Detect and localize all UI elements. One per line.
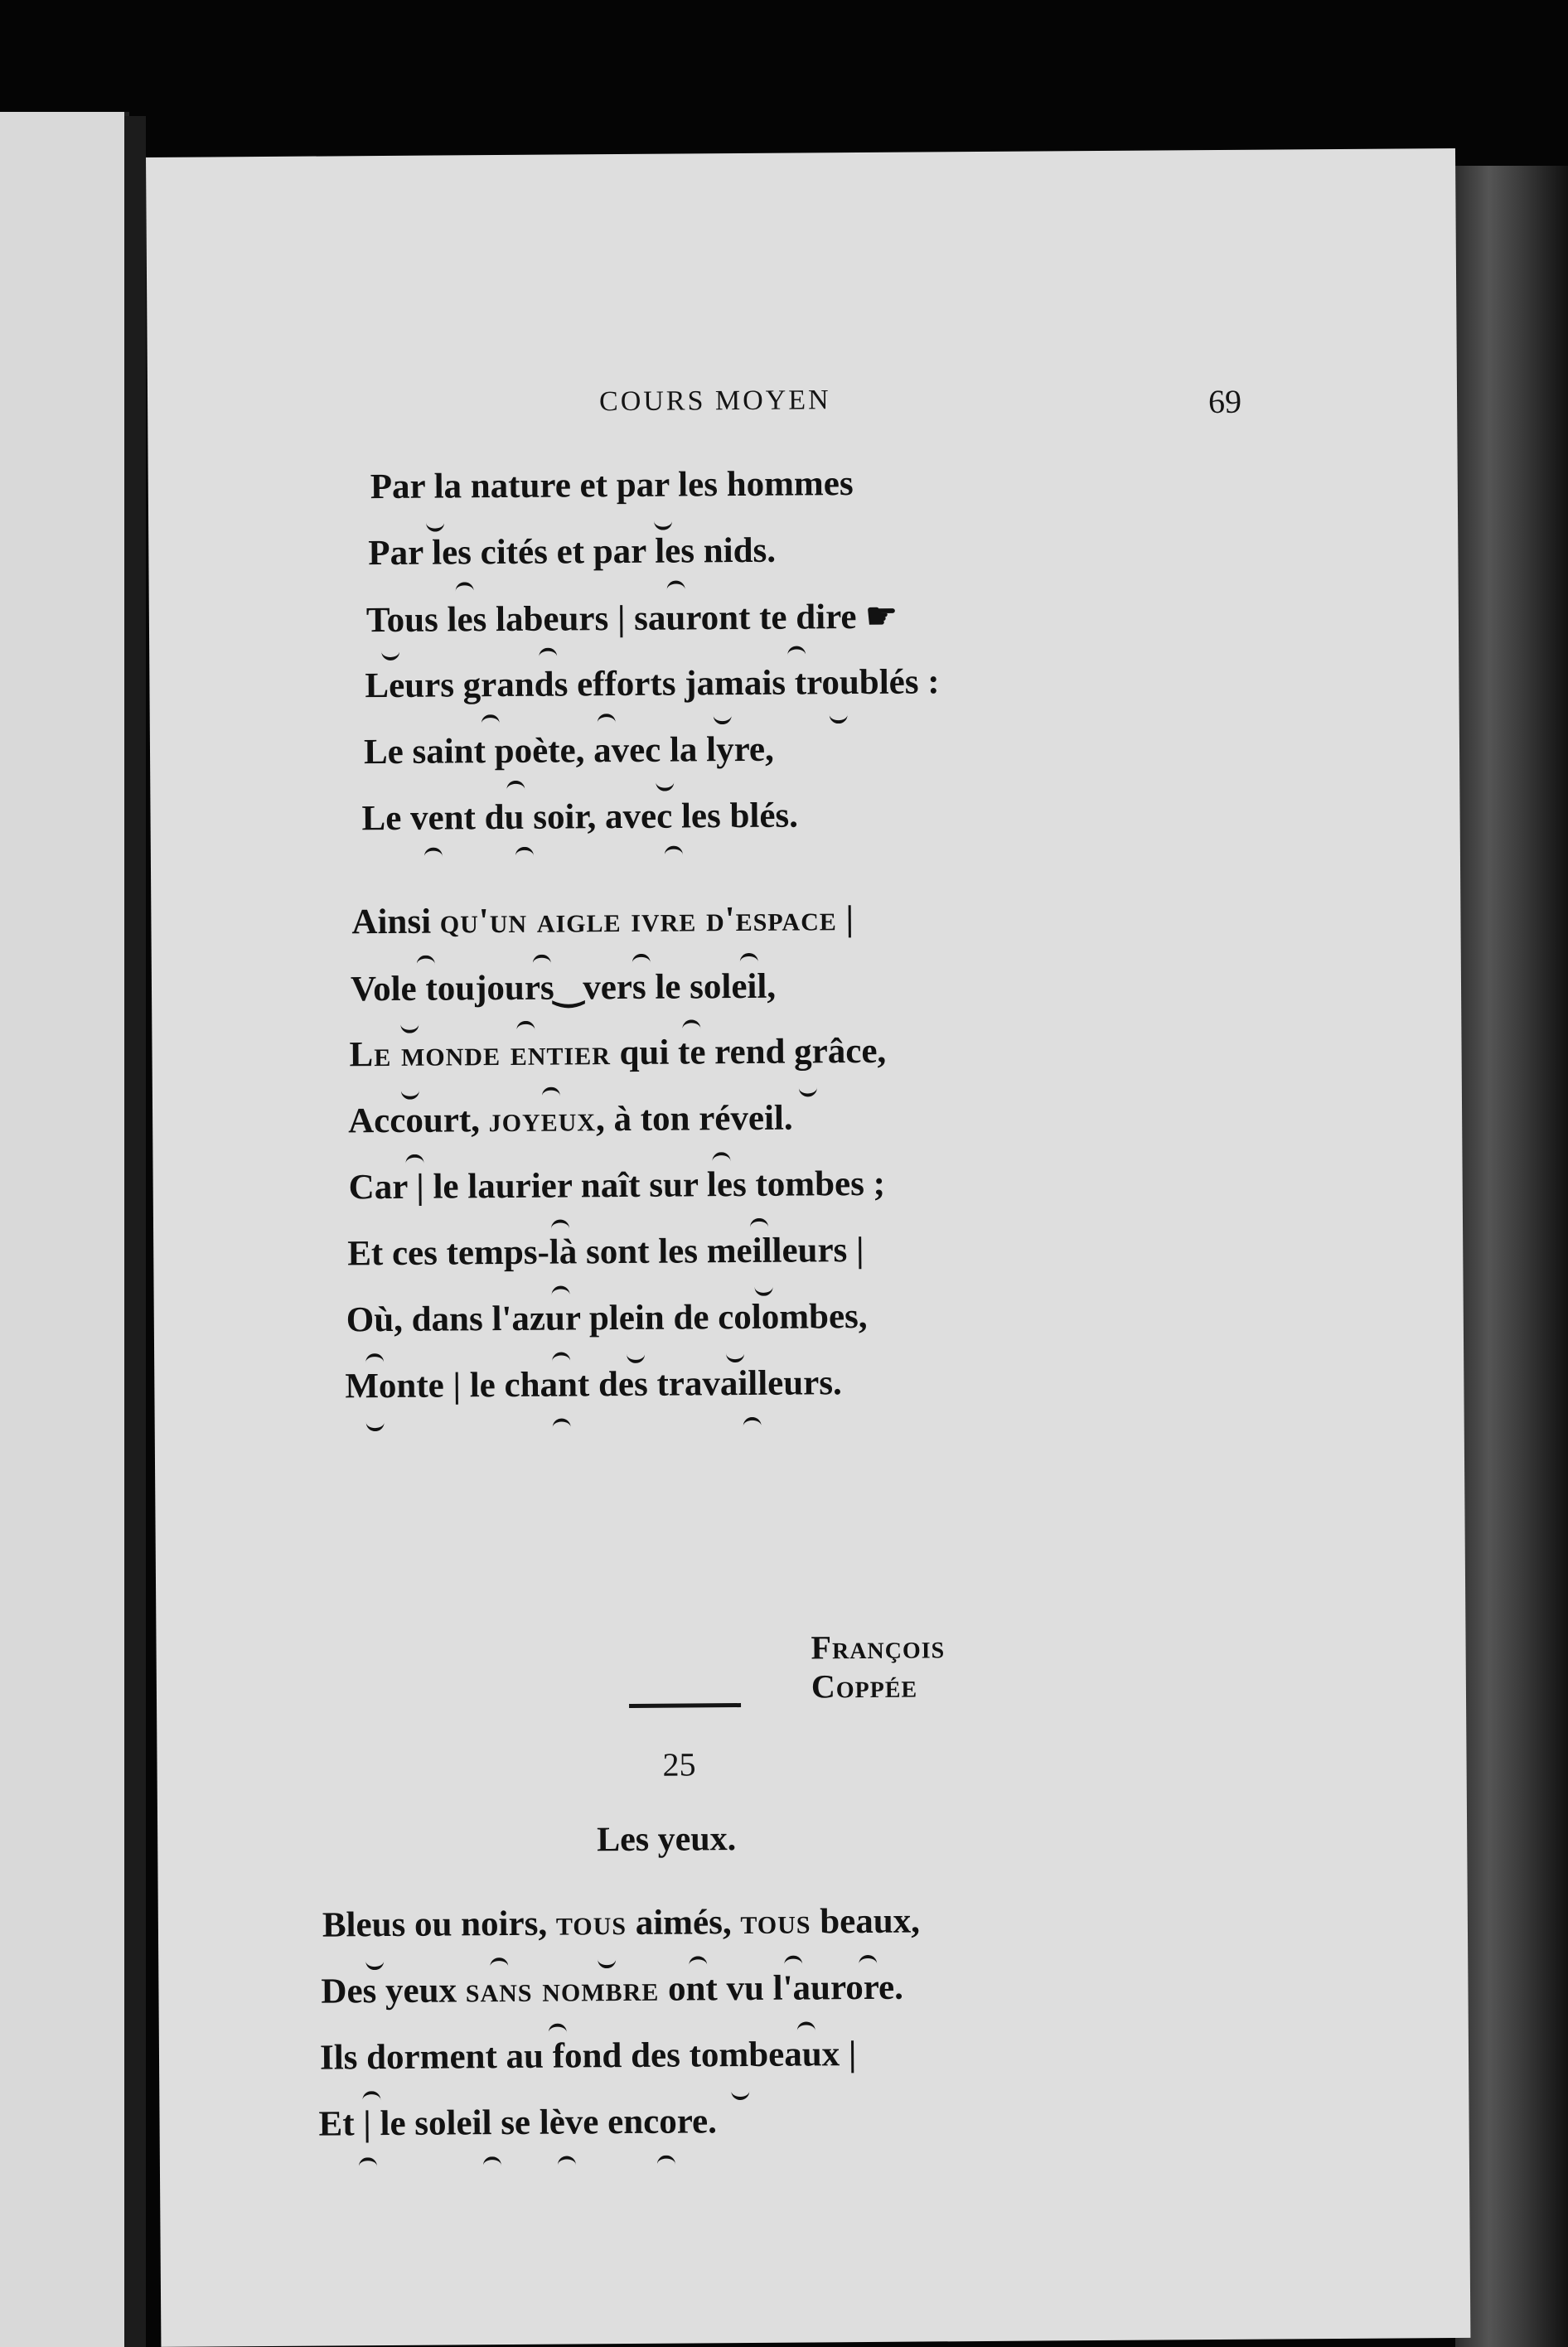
liaison-mark <box>755 1285 773 1296</box>
liaison-mark <box>797 2021 815 2033</box>
small-caps-run: tous <box>740 1902 811 1943</box>
verse-line <box>349 1164 886 1208</box>
text-run: Où, dans l'azur plein de colombes, <box>346 1296 868 1340</box>
liaison-mark <box>542 1087 560 1099</box>
liaison-mark <box>533 955 551 966</box>
liaison-mark <box>426 520 444 531</box>
verse-line <box>348 1098 793 1142</box>
liaison-mark <box>598 1957 616 1968</box>
verse-line <box>320 2034 857 2078</box>
liaison-mark <box>859 1955 877 1967</box>
liaison-mark <box>424 848 443 859</box>
text-run: beaux, <box>811 1901 921 1942</box>
liaison-mark <box>731 2088 749 2100</box>
verse-line: Tous les labeurs | sauront te dire ☛ <box>365 597 898 641</box>
liaison-mark <box>365 1958 384 1970</box>
liaison-mark <box>558 2156 576 2167</box>
text-run: , à ton réveil. <box>595 1098 793 1140</box>
liaison-mark <box>381 649 399 661</box>
liaison-mark <box>552 1285 570 1297</box>
verse-line <box>321 1967 903 2012</box>
verse-line <box>318 2101 717 2144</box>
liaison-mark <box>654 519 672 530</box>
text-run: Ainsi <box>351 902 440 942</box>
running-head: COURS MOYEN <box>598 385 831 418</box>
liaison-mark <box>456 582 474 593</box>
liaison-mark <box>552 1352 570 1363</box>
text-run: Vole toujours‿vers le soleil, <box>350 966 777 1009</box>
liaison-mark <box>551 1219 569 1231</box>
liaison-mark <box>482 714 500 726</box>
liaison-mark <box>401 1088 419 1100</box>
verse-line: Le vent du soir, avec les blés. <box>361 796 799 839</box>
text-run: qui te rend grâce, <box>610 1031 887 1073</box>
text-run: Car | le laurier naît sur les tombes ; <box>348 1164 886 1207</box>
text-run: Et | le soleil se lève encore. <box>318 2102 718 2144</box>
verse-line <box>322 1901 920 1946</box>
liaison-mark <box>598 714 616 725</box>
liaison-mark <box>784 1956 802 1967</box>
liaison-mark <box>830 712 848 723</box>
liaison-mark <box>787 646 806 657</box>
liaison-mark <box>506 781 525 792</box>
liaison-mark <box>627 1352 645 1363</box>
liaison-mark <box>553 1418 571 1430</box>
liaison-mark <box>400 1022 419 1033</box>
small-caps-run: sans nombre <box>465 1969 660 2011</box>
text-run: ont vu l'aurore. <box>659 1967 904 2009</box>
text-run: Bleus ou noirs, <box>322 1904 557 1945</box>
section-title: Les yeux. <box>597 1820 737 1860</box>
liaison-mark <box>366 1420 385 1431</box>
liaison-mark <box>539 648 557 660</box>
text-run: Ils dorment au fond des tombeaux | <box>319 2035 857 2078</box>
verse-line: Par la nature et par les hommes <box>370 464 854 507</box>
liaison-mark <box>516 1021 535 1033</box>
text-run: Des yeux <box>321 1971 466 2011</box>
book-binding-edge <box>1455 166 1568 2347</box>
liaison-mark <box>405 1154 423 1166</box>
liaison-mark <box>667 580 685 592</box>
verse-line <box>345 1362 842 1406</box>
liaison-mark <box>714 713 732 724</box>
text-run: Accourt, <box>347 1101 489 1141</box>
text-run: aimés, <box>626 1903 741 1943</box>
liaison-mark <box>483 2156 501 2168</box>
liaison-mark <box>799 1085 817 1096</box>
liaison-mark <box>417 956 435 967</box>
text-run: Et ces temps-là sont les meilleurs | <box>347 1230 864 1274</box>
liaison-mark <box>712 1152 730 1164</box>
liaison-marks <box>146 148 1455 157</box>
small-caps-run: Le monde entier <box>349 1033 611 1075</box>
liaison-mark <box>726 1351 744 1362</box>
liaison-mark <box>362 2091 380 2103</box>
liaison-mark <box>549 2024 567 2035</box>
page-number: 69 <box>1207 382 1242 421</box>
facing-page-edge <box>0 112 129 2347</box>
verse-line <box>347 1230 864 1274</box>
liaison-mark <box>682 1019 700 1031</box>
verse-line: Le saint poète, avec la lyre, <box>363 729 774 772</box>
liaison-mark <box>359 2157 377 2169</box>
verse-line: Par les cités et par les nids. <box>368 530 777 573</box>
small-caps-run: joyeux <box>488 1100 597 1140</box>
verse-line <box>346 1296 868 1340</box>
verse-line <box>349 1031 886 1076</box>
page-header <box>148 380 1457 439</box>
liaison-mark <box>750 1218 768 1230</box>
liaison-mark <box>743 1417 762 1429</box>
liaison-mark <box>740 953 758 965</box>
liaison-mark <box>657 2156 675 2167</box>
liaison-mark <box>689 1956 707 1967</box>
small-caps-run: qu'un aigle ivre d'espace <box>439 899 837 941</box>
book-gutter <box>124 116 146 2347</box>
liaison-mark <box>632 954 651 965</box>
text-run: Monte | le chant des travailleurs. <box>345 1363 842 1406</box>
liaison-mark <box>365 1353 384 1365</box>
liaison-mark <box>656 780 674 791</box>
liaison-mark <box>515 847 534 859</box>
verse-line: Leurs grands efforts jamais troublés : <box>365 662 940 706</box>
liaison-mark <box>665 845 683 857</box>
verse-line <box>351 898 854 942</box>
author-signature: François Coppée <box>811 1628 946 1706</box>
verse-line <box>351 965 776 1010</box>
text-run: | <box>836 899 854 939</box>
liaison-mark <box>490 1957 508 1969</box>
book-page <box>146 148 1470 2347</box>
section-divider <box>629 1703 741 1708</box>
section-number: 25 <box>662 1745 696 1783</box>
small-caps-run: tous <box>555 1904 627 1943</box>
